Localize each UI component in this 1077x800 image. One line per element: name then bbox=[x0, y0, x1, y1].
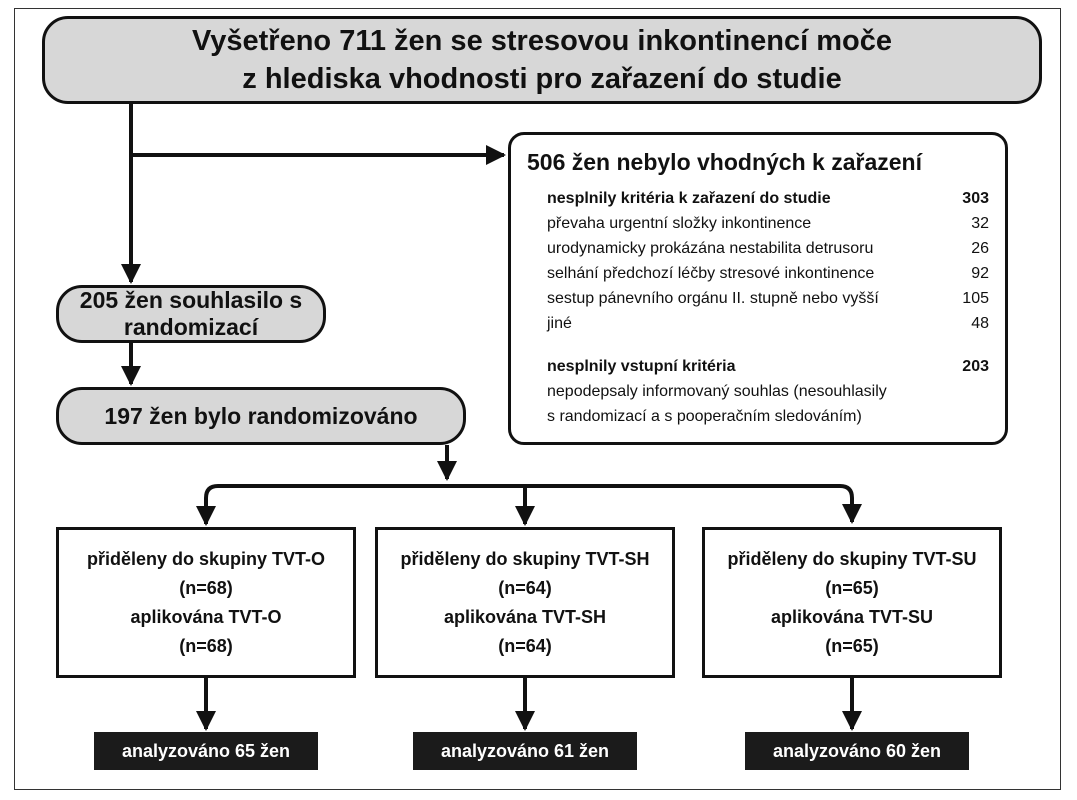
exclusion-reason-row bbox=[547, 311, 989, 336]
randomized-label: 197 žen bylo randomizováno bbox=[104, 402, 418, 429]
analyzed-label: analyzováno 61 žen bbox=[440, 740, 610, 761]
excluded-box bbox=[508, 132, 1008, 445]
exclusion-reason-label: převaha urgentní složky inkontinence bbox=[547, 215, 812, 232]
group-applied-label: aplikována TVT-O bbox=[130, 606, 282, 627]
exclusion-reason-count: 92 bbox=[971, 265, 989, 282]
entry-criteria-note-line-2: s randomizací a s pooperačním sledováním) bbox=[547, 408, 862, 425]
group-assigned-label: přiděleny do skupiny TVT-O bbox=[86, 548, 326, 569]
exclusion-reason-count: 105 bbox=[962, 290, 989, 307]
analyzed-box-tvt-sh bbox=[413, 732, 637, 770]
randomized-box bbox=[56, 387, 466, 445]
group-assigned-label: přiděleny do skupiny TVT-SH bbox=[400, 548, 650, 569]
group-box-tvt-sh bbox=[375, 527, 675, 678]
group-applied-label: aplikována TVT-SU bbox=[770, 606, 934, 627]
group-assigned-label: přiděleny do skupiny TVT-SU bbox=[727, 548, 977, 569]
exclusion-reason-count: 32 bbox=[971, 215, 989, 232]
analyzed-label: analyzováno 60 žen bbox=[772, 740, 942, 761]
entry-criteria-note-line-1: nepodepsaly informovaný souhlas (nesouhlasily bbox=[547, 383, 887, 400]
group-assigned-count: (n=68) bbox=[179, 577, 233, 598]
inclusion-criteria-count: 303 bbox=[962, 190, 989, 207]
analyzed-box-tvt-su bbox=[745, 732, 969, 770]
screening-line-1: Vyšetřeno 711 žen se stresovou inkontinencí moče bbox=[191, 25, 893, 57]
analyzed-label: analyzováno 65 žen bbox=[121, 740, 291, 761]
screening-box bbox=[42, 16, 1042, 104]
inclusion-criteria-row bbox=[547, 186, 989, 211]
group-box-tvt-su bbox=[702, 527, 1002, 678]
exclusion-reason-label: jiné bbox=[547, 315, 572, 332]
exclusion-reason-row bbox=[547, 211, 989, 236]
exclusion-reason-label: sestup pánevního orgánu II. stupně nebo vyšší bbox=[547, 290, 879, 307]
exclusion-reason-label: urodynamicky prokázána nestabilita detrusoru bbox=[547, 240, 874, 257]
exclusion-reason-row bbox=[547, 286, 989, 311]
exclusion-reason-row bbox=[547, 261, 989, 286]
group-applied-count: (n=64) bbox=[498, 635, 552, 656]
consented-box bbox=[56, 285, 326, 343]
group-applied-count: (n=68) bbox=[179, 635, 233, 656]
entry-criteria-label: nesplnily vstupní kritéria bbox=[547, 358, 736, 375]
exclusion-reason-count: 48 bbox=[971, 315, 989, 332]
group-applied-count: (n=65) bbox=[825, 635, 879, 656]
screening-line-2: z hlediska vhodnosti pro zařazení do studie bbox=[242, 63, 842, 95]
excluded-title: 506 žen nebylo vhodných k zařazení bbox=[527, 149, 922, 175]
exclusion-reason-count: 26 bbox=[971, 240, 989, 257]
group-box-tvt-o bbox=[56, 527, 356, 678]
branch-line bbox=[206, 486, 852, 522]
group-applied-label: aplikována TVT-SH bbox=[443, 606, 607, 627]
group-assigned-count: (n=64) bbox=[498, 577, 552, 598]
exclusion-reason-label: selhání předchozí léčby stresové inkontinence bbox=[547, 265, 875, 282]
analyzed-box-tvt-o bbox=[94, 732, 318, 770]
spacer bbox=[527, 336, 989, 354]
inclusion-criteria-label: nesplnily kritéria k zařazení do studie bbox=[547, 190, 831, 207]
group-assigned-count: (n=65) bbox=[825, 577, 879, 598]
exclusion-reason-row bbox=[547, 236, 989, 261]
entry-criteria-count: 203 bbox=[962, 358, 989, 375]
consented-label: 205 žen souhlasilo s randomizací bbox=[79, 287, 303, 340]
entry-criteria-row bbox=[547, 354, 989, 379]
